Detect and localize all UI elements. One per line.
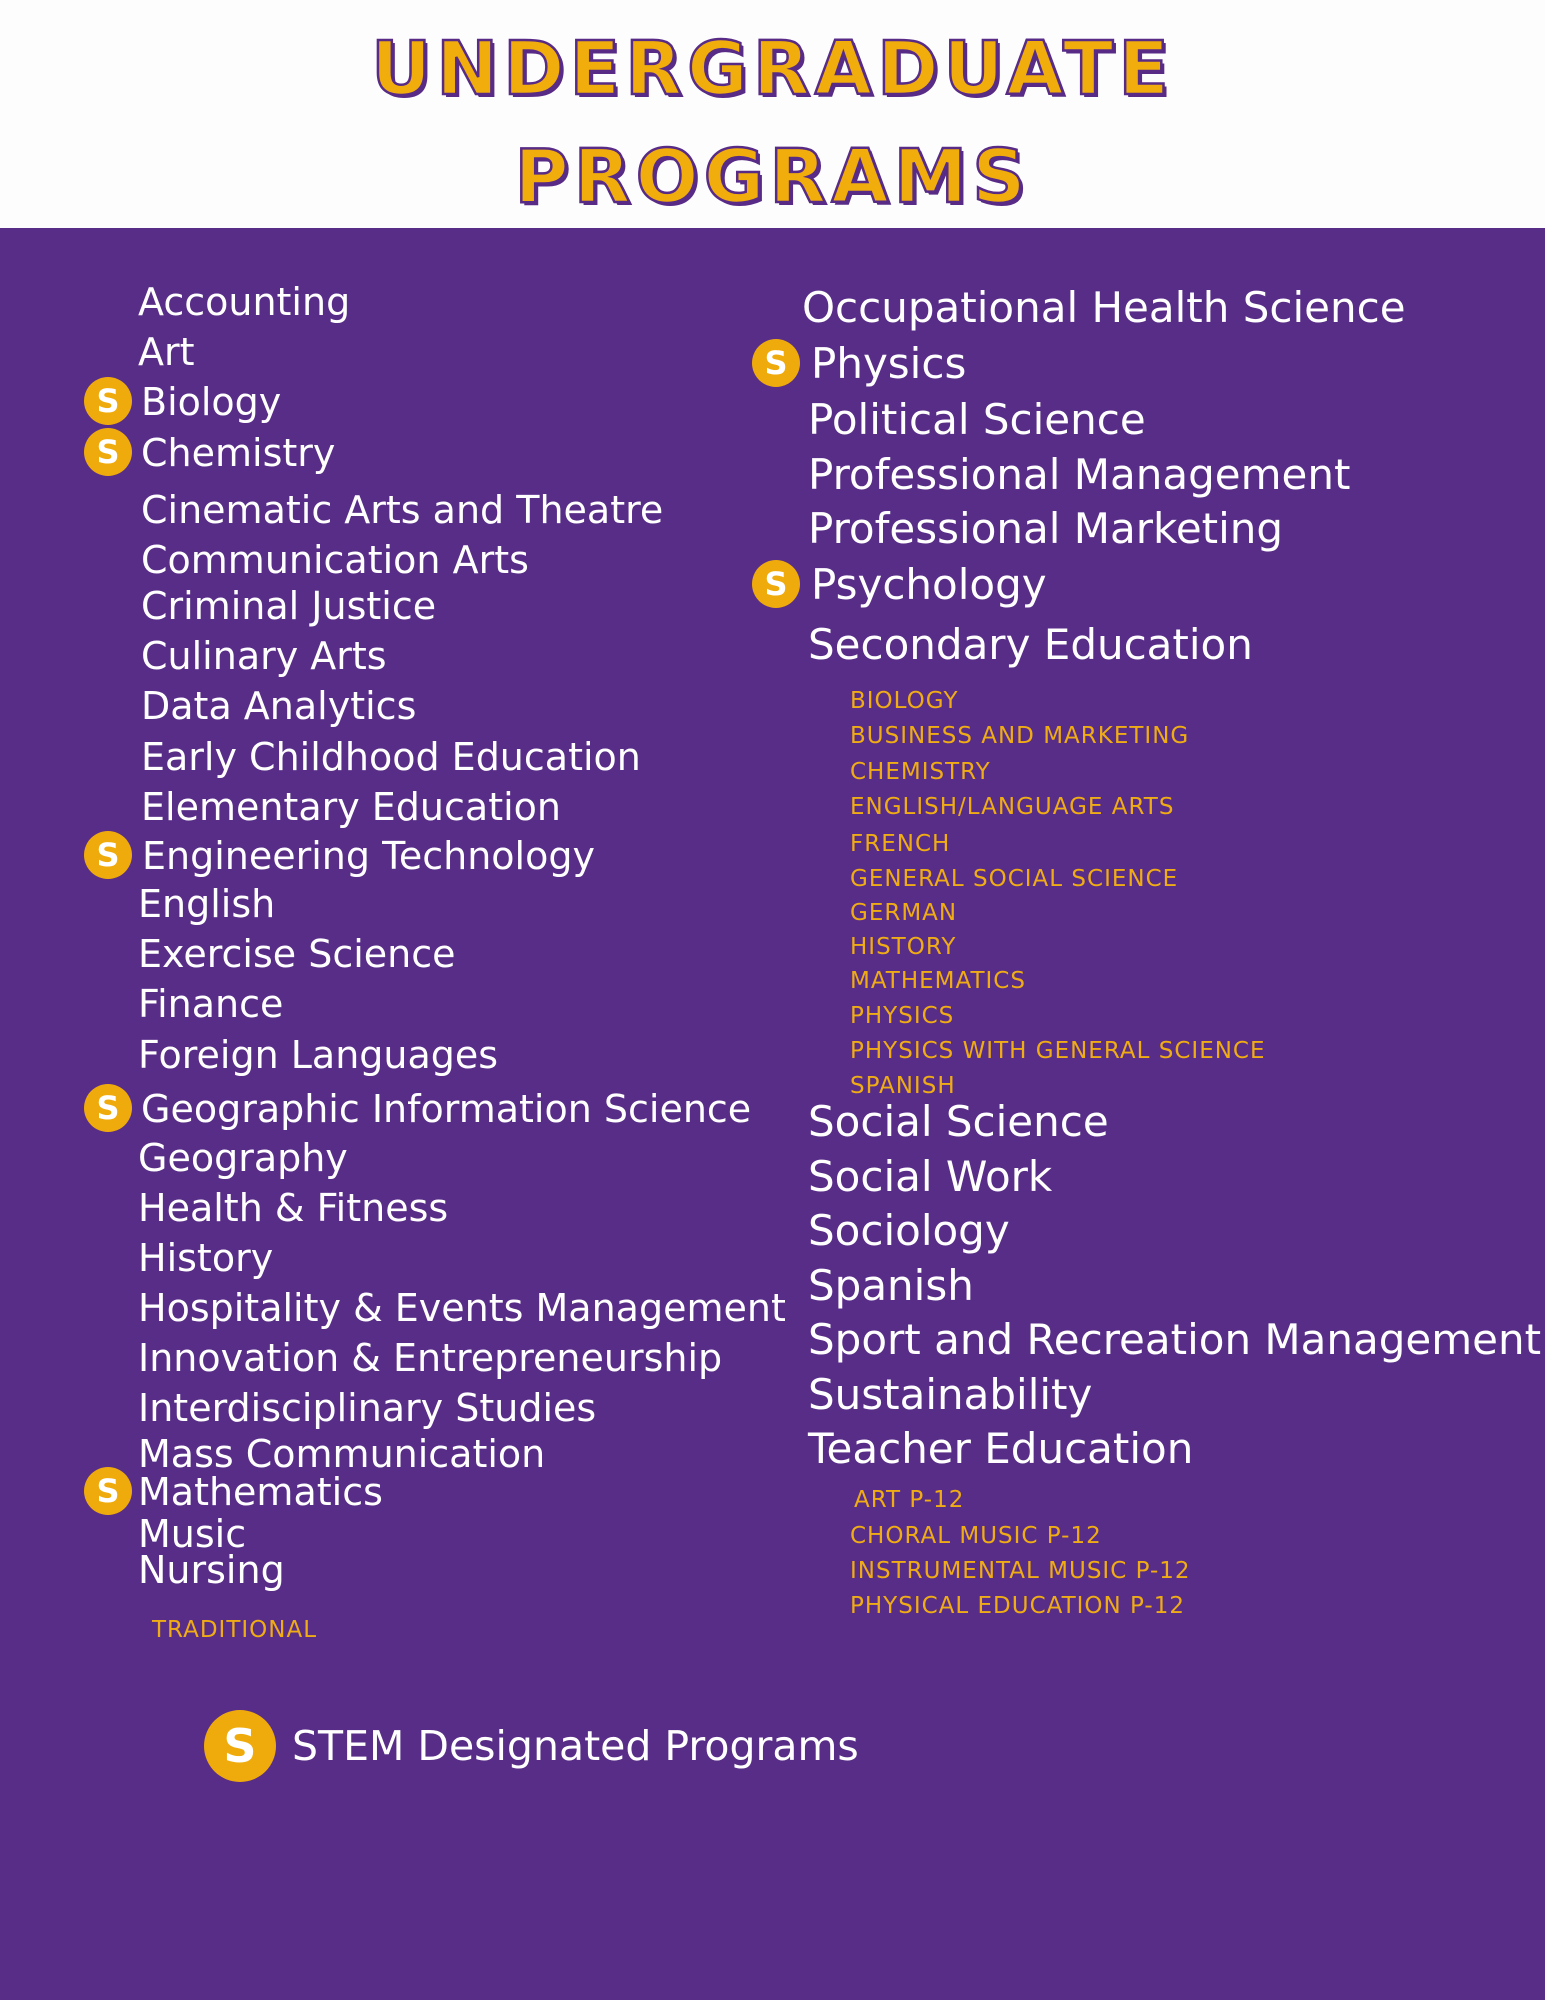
track-art-p-12: ART P-12 <box>854 1487 965 1513</box>
track-traditional: TRADITIONAL <box>152 1617 318 1643</box>
program-elementary-education: Elementary Education <box>141 785 561 829</box>
program-mass-communication: Mass Communication <box>138 1432 546 1476</box>
program-music: Music <box>138 1512 247 1556</box>
track-business-and-marketing: BUSINESS AND MARKETING <box>850 723 1190 749</box>
program-nursing: Nursing <box>138 1548 285 1592</box>
program-culinary-arts: Culinary Arts <box>141 634 387 678</box>
program-innovation-and-entrepreneurship: Innovation & Entrepreneurship <box>138 1336 723 1380</box>
stem-badge-icon: S <box>84 428 132 476</box>
track-chemistry: CHEMISTRY <box>850 759 991 785</box>
stem-badge-icon: S <box>84 1084 132 1132</box>
page-title-line-2: PROGRAMS <box>514 134 1031 220</box>
track-general-social-science: GENERAL SOCIAL SCIENCE <box>850 866 1179 892</box>
program-criminal-justice: Criminal Justice <box>141 584 437 628</box>
program-physics: Physics <box>811 339 967 388</box>
program-spanish: Spanish <box>808 1261 974 1310</box>
stem-badge-icon: S <box>84 831 132 879</box>
program-mathematics: Mathematics <box>138 1470 383 1514</box>
program-secondary-education: Secondary Education <box>808 620 1253 669</box>
program-social-science: Social Science <box>808 1097 1109 1146</box>
program-geography: Geography <box>138 1136 348 1180</box>
stem-badge-icon: S <box>752 560 800 608</box>
stem-badge-icon: S <box>752 339 800 387</box>
program-psychology: Psychology <box>811 560 1047 609</box>
track-biology: BIOLOGY <box>850 688 959 714</box>
header-banner <box>0 0 1545 228</box>
stem-badge-icon: S <box>84 1467 132 1515</box>
page-title-line-1: UNDERGRADUATE <box>371 26 1174 112</box>
program-sustainability: Sustainability <box>808 1370 1093 1419</box>
track-french: FRENCH <box>850 831 951 857</box>
program-data-analytics: Data Analytics <box>141 684 417 728</box>
program-biology: Biology <box>141 380 282 424</box>
track-spanish: SPANISH <box>850 1073 956 1099</box>
program-chemistry: Chemistry <box>141 431 336 475</box>
program-occupational-health-science: Occupational Health Science <box>802 283 1406 332</box>
program-sport-and-recreation-management: Sport and Recreation Management <box>808 1315 1542 1364</box>
track-history: HISTORY <box>850 934 957 960</box>
track-physics-with-general-science: PHYSICS WITH GENERAL SCIENCE <box>850 1038 1266 1064</box>
stem-legend-icon: S <box>204 1710 276 1782</box>
track-choral-music-p-12: CHORAL MUSIC P-12 <box>850 1523 1102 1549</box>
program-health-and-fitness: Health & Fitness <box>138 1186 449 1230</box>
program-professional-management: Professional Management <box>808 450 1351 499</box>
program-geographic-information-science: Geographic Information Science <box>141 1087 752 1131</box>
programs-panel <box>0 228 1545 2000</box>
program-communication-arts: Communication Arts <box>141 538 529 582</box>
stem-legend-label: STEM Designated Programs <box>292 1722 859 1770</box>
track-german: GERMAN <box>850 900 958 926</box>
program-political-science: Political Science <box>808 395 1146 444</box>
program-engineering-technology: Engineering Technology <box>142 834 595 878</box>
program-art: Art <box>138 330 195 374</box>
program-accounting: Accounting <box>138 280 351 324</box>
program-teacher-education: Teacher Education <box>808 1424 1194 1473</box>
track-instrumental-music-p-12: INSTRUMENTAL MUSIC P-12 <box>850 1558 1191 1584</box>
program-professional-marketing: Professional Marketing <box>808 504 1284 553</box>
program-english: English <box>138 882 276 926</box>
stem-badge-icon: S <box>84 377 132 425</box>
program-cinematic-arts-and-theatre: Cinematic Arts and Theatre <box>141 488 664 532</box>
program-sociology: Sociology <box>808 1206 1010 1255</box>
program-finance: Finance <box>138 982 284 1026</box>
program-interdisciplinary-studies: Interdisciplinary Studies <box>138 1386 597 1430</box>
track-mathematics: MATHEMATICS <box>850 968 1026 994</box>
track-physical-education-p-12: PHYSICAL EDUCATION P-12 <box>850 1593 1185 1619</box>
program-early-childhood-education: Early Childhood Education <box>141 735 641 779</box>
program-foreign-languages: Foreign Languages <box>138 1033 499 1077</box>
program-exercise-science: Exercise Science <box>138 932 456 976</box>
track-english-language-arts: ENGLISH/LANGUAGE ARTS <box>850 794 1175 820</box>
program-social-work: Social Work <box>808 1152 1053 1201</box>
track-physics: PHYSICS <box>850 1003 955 1029</box>
program-history: History <box>138 1236 274 1280</box>
program-hospitality-and-events-management: Hospitality & Events Management <box>138 1286 786 1330</box>
